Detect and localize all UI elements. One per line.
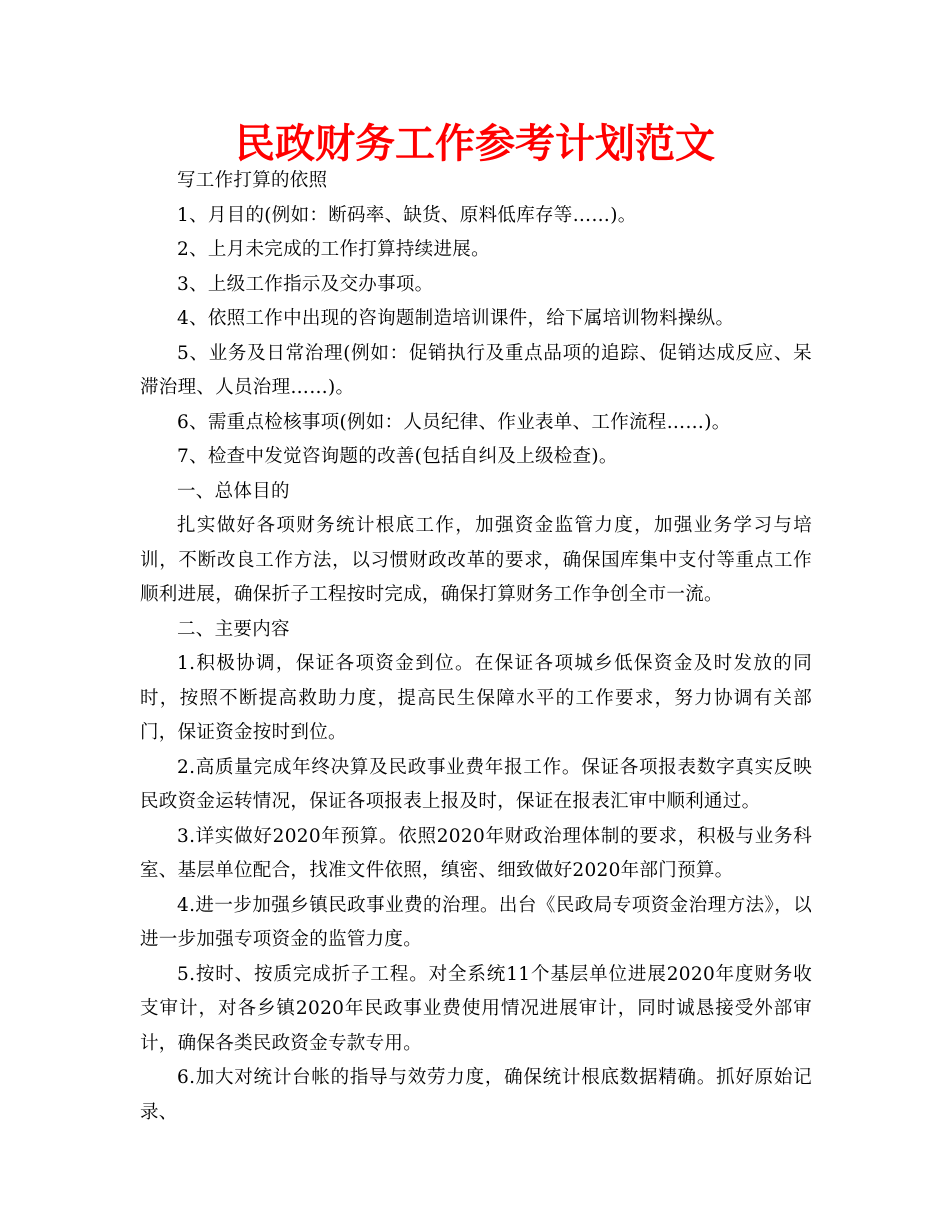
paragraph-content-4: 4.进一步加强乡镇民政事业费的治理。出台《民政局专项资金治理方法》，以进一步加强专项资金的监管力度。 bbox=[140, 894, 812, 950]
paragraph-item-5: 5、业务及日常治理(例如：促销执行及重点品项的追踪、促销达成反应、呆滞治理、人员治理……)。 bbox=[140, 342, 812, 398]
document-title: 民政财务工作参考计划范文 bbox=[235, 121, 715, 167]
paragraph-item-3: 3、上级工作指示及交办事项。 bbox=[177, 273, 434, 295]
paragraph-content-1: 1.积极协调，保证各项资金到位。在保证各项城乡低保资金及时发放的同时，按照不断提高救助力度，提高民生保障水平的工作要求，努力协调有关部门，保证资金按时到位。 bbox=[140, 653, 812, 743]
paragraph-overall-goal: 扎实做好各项财务统计根底工作，加强资金监管力度，加强业务学习与培训，不断改良工作方法，以习惯财政改革的要求，确保国库集中支付等重点工作顺利进展，确保折子工程按时完成，确保打算财务工作争创全市一流。 bbox=[140, 515, 812, 605]
section-heading-overall-goal: 一、总体目的 bbox=[177, 480, 290, 502]
paragraph-content-3: 3.详实做好2020年预算。依照2020年财政治理体制的要求，积极与业务科室、基层单位配合，找准文件依照，缜密、细致做好2020年部门预算。 bbox=[140, 825, 812, 881]
paragraph-content-5: 5.按时、按质完成折子工程。对全系统11个基层单位进展2020年度财务收支审计，对各乡镇2020年民政事业费使用情况进展审计，同时诚恳接受外部审计，确保各类民政资金专款专用。 bbox=[140, 963, 812, 1054]
paragraph-basis-heading: 写工作打算的依照 bbox=[177, 170, 328, 191]
paragraph-item-1: 1、月目的(例如：断码率、缺货、原料低库存等……)。 bbox=[177, 204, 637, 226]
paragraph-item-7: 7、检查中发觉咨询题的改善(包括自纠及上级检查)。 bbox=[177, 446, 618, 467]
paragraph-item-4: 4、依照工作中出现的咨询题制造培训课件，给下属培训物料操纵。 bbox=[177, 308, 735, 329]
paragraph-content-2: 2.高质量完成年终决算及民政事业费年报工作。保证各项报表数字真实反映民政资金运转情况，保证各项报表上报及时，保证在报表汇审中顺利通过。 bbox=[140, 756, 812, 812]
section-heading-main-content: 二、主要内容 bbox=[177, 618, 290, 640]
document-body bbox=[140, 164, 812, 1130]
paragraph-item-2: 2、上月未完成的工作打算持续进展。 bbox=[177, 239, 490, 260]
paragraph-item-6: 6、需重点检核事项(例如：人员纪律、作业表单、工作流程……)。 bbox=[177, 411, 731, 433]
paragraph-content-6: 6.加大对统计台帐的指导与效劳力度，确保统计根底数据精确。抓好原始记录、 bbox=[140, 1067, 812, 1123]
